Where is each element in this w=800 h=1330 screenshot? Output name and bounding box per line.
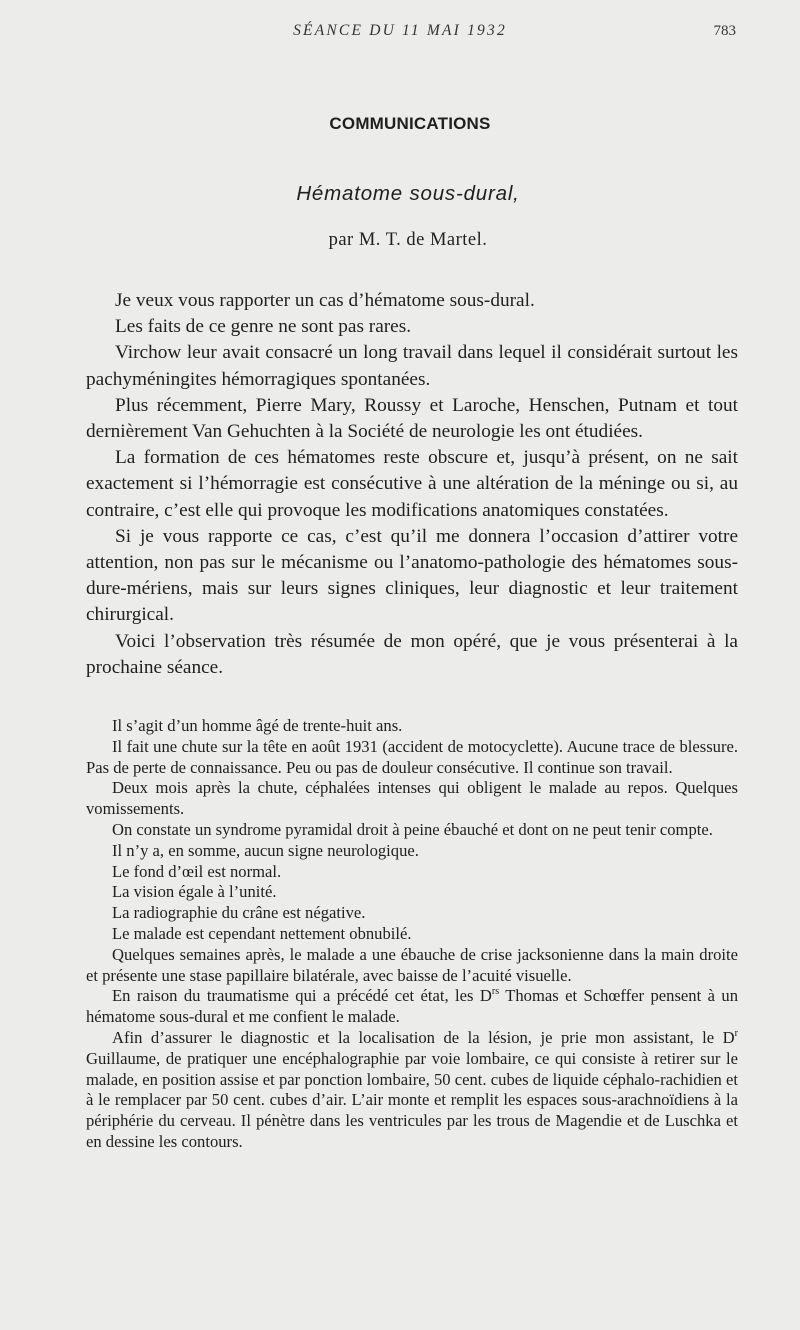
text-run: Guillaume, de pratiquer une encéphalographie par voie lombaire, ce qui consiste à retirer sur le malade, en position assise et par ponction lombaire, 50 cent. cubes de liquide céphalo-rachidien et à le remplacer par 50 cent. cubes d’air. L’air monte et remplit les espaces sous-arachnoïdiens à la périphérie du cerveau. Il pénètre dans les ventricules par les trous de Magendie et de Luschka et en dessine les contours. — [86, 1048, 738, 1151]
text-run: Afin d’assurer le diagnostic et la localisation de la lésion, je prie mon assistant, le D — [112, 1027, 735, 1047]
section-title: COMMUNICATIONS — [329, 114, 491, 133]
observation-paragraph: La radiographie du crâne est négative. — [112, 903, 366, 923]
observation-paragraph: Il n’y a, en somme, aucun signe neurologique. — [112, 840, 419, 860]
observation-paragraph — [86, 1028, 738, 1153]
observation-paragraph: Il s’agit d’un homme âgé de trente-huit ans. — [112, 716, 403, 735]
paragraph: Je veux vous rapporter un cas d’hématome sous-dural. — [115, 290, 535, 311]
observation-paragraph: La vision égale à l’unité. — [112, 882, 277, 902]
paragraph: Les faits de ce genre ne sont pas rares. — [115, 316, 412, 338]
observation-paragraph: Deux mois après la chute, céphalées intenses qui obligent le malade au repos. Quelques vomissements. — [86, 778, 738, 819]
superscript-abbrev: rs — [491, 986, 500, 998]
article-byline: par M. T. de Martel. — [328, 230, 488, 250]
article-title: Hématome sous-dural, — [296, 182, 520, 205]
observation-paragraph — [86, 986, 738, 1028]
intro-text — [86, 288, 738, 681]
observation-paragraph: Quelques semaines après, le malade a une ébauche de crise jacksonienne dans la main droite et présente une stase papillaire bilatérale, avec baisse de l’acuité visuelle. — [86, 944, 738, 985]
paragraph: Virchow leur avait consacré un long travail dans lequel il considérait surtout les pachyméningites hémorragiques spontanées. — [86, 342, 738, 390]
observation-paragraph: On constate un syndrome pyramidal droit à peine ébauché et dont on ne peut tenir compte. — [112, 819, 713, 839]
superscript-abbrev: r — [734, 1027, 738, 1039]
text-run: Thomas et Schœffer pensent à un hématome sous-dural et me confient le malade. — [86, 986, 738, 1027]
paragraph: La formation de ces hématomes reste obscure et, jusqu’à présent, on ne sait exactement si l’hémorragie est consécutive à une altération de la méninge ou si, au contraire, c’est elle qui provoque les modifications anatomiques constatées. — [86, 447, 738, 521]
observation-text — [86, 716, 738, 1153]
paragraph: Si je vous rapporte ce cas, c’est qu’il me donnera l’occasion d’attirer votre attention, non pas sur le mécanisme ou l’anatomo-pathologie des hématomes sous-dure-mériens, mais sur leurs signes cliniques, leur diagnostic et leur traitement chirurgical. — [86, 525, 738, 626]
paragraph: Voici l’observation très résumée de mon opéré, que je vous présenterai à la prochaine séance. — [86, 630, 738, 678]
observation-paragraph: Le malade est cependant nettement obnubilé. — [112, 923, 412, 943]
running-title: SÉANCE DU 11 MAI 1932 — [293, 22, 507, 39]
text-run: En raison du traumatisme qui a précédé cet état, les D — [112, 986, 492, 1006]
observation-paragraph: Il fait une chute sur la tête en août 1931 (accident de motocyclette). Aucune trace de blessure. Pas de perte de connaissance. Peu ou pas de douleur consécutive. Il continue son travail. — [86, 736, 738, 777]
paragraph: Plus récemment, Pierre Mary, Roussy et Laroche, Henschen, Putnam et tout dernièrement Van Gehuchten à la Société de neurologie les ont étudiées. — [86, 394, 738, 443]
page-number: 783 — [713, 23, 736, 39]
observation-paragraph: Le fond d’œil est normal. — [112, 861, 282, 881]
running-header — [0, 22, 800, 44]
